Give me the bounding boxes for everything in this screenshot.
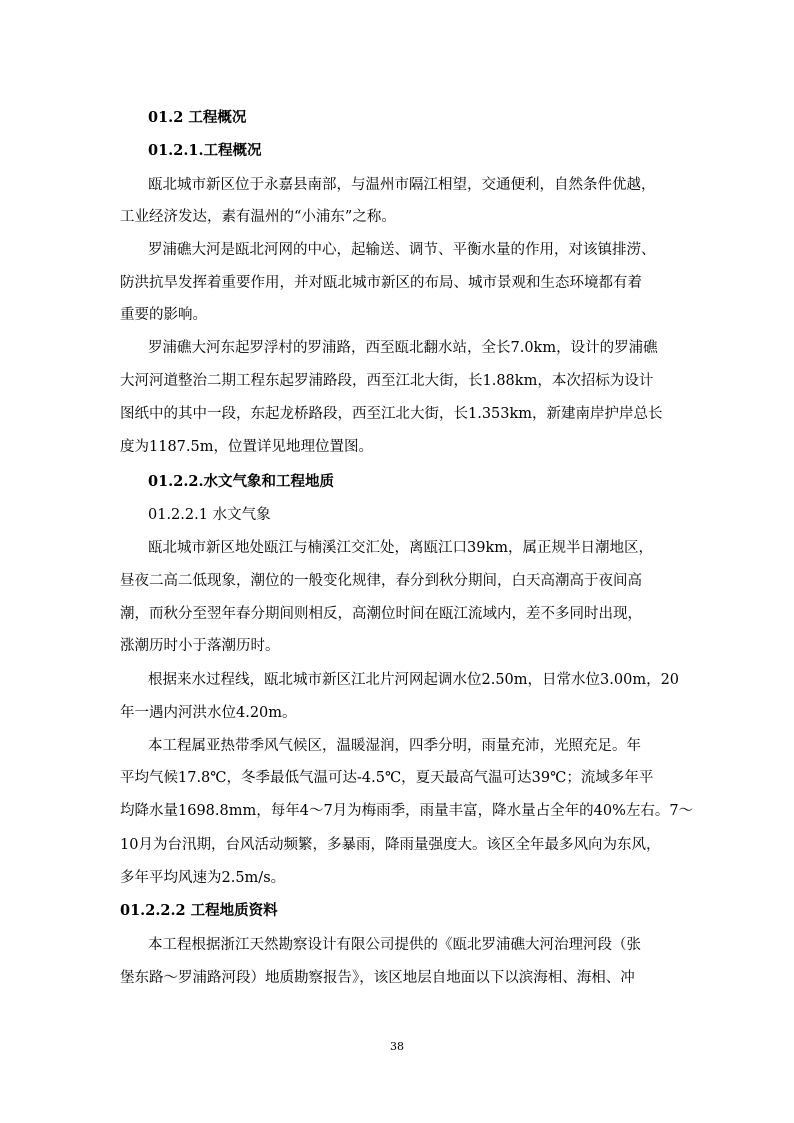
paragraph-line: 年一遇内河洪水位4.20m。 — [120, 705, 297, 721]
paragraph-line: 堡东路～罗浦路河段）地质勘察报告》，该区地层自地面以下以滨海相、海相、冲 — [120, 970, 635, 986]
paragraph-line: 图纸中的其中一段，东起龙桥路段，西至江北大街，长1.353km，新建南岸护岸总长 — [120, 406, 663, 422]
paragraph-line: 潮，而秋分至翌年春分期间则相反，高潮位时间在瓯江流域内，差不多同时出现， — [120, 606, 642, 622]
paragraph-line: 均降水量1698.8mm，每年4～7月为梅雨季，雨量丰富，降水量占全年的40%左右。7～ — [120, 803, 694, 819]
paragraph-line: 大河河道整治二期工程东起罗浦路段，西至江北大街，长1.88km，本次招标为设计 — [120, 373, 654, 389]
page-number: 38 — [390, 1040, 404, 1053]
paragraph-line: 罗浦礁大河是瓯北河网的中心，起输送、调节、平衡水量的作用，对该镇排涝、 — [148, 242, 656, 258]
paragraph-line: 涨潮历时小于落潮历时。 — [120, 638, 280, 654]
paragraph-line: 罗浦礁大河东起罗浮村的罗浦路，西至瓯北翻水站，全长7.0km，设计的罗浦礁 — [148, 340, 658, 356]
subsection-heading: 01.2.2.水文气象和工程地质 — [148, 473, 334, 490]
subsubsection-heading: 01.2.2.2 工程地质资料 — [120, 902, 278, 919]
subsubsection-heading: 01.2.2.1 水文气象 — [148, 507, 271, 523]
paragraph-line: 瓯北城市新区位于永嘉县南部，与温州市隔江相望，交通便利，自然条件优越， — [148, 177, 656, 193]
paragraph-line: 昼夜二高二低现象，潮位的一般变化规律，春分到秋分期间，白天高潮高于夜间高 — [120, 573, 642, 589]
paragraph-line: 重要的影响。 — [120, 307, 207, 323]
paragraph-line: 平均气候17.8℃，冬季最低气温可达-4.5℃，夏天最高气温可达39℃；流域多年平 — [120, 770, 654, 786]
paragraph-line: 度为1187.5m，位置详见地理位置图。 — [120, 439, 373, 455]
section-heading: 01.2 工程概况 — [148, 109, 247, 126]
paragraph-line: 多年平均风速为2.5m/s。 — [120, 870, 286, 886]
paragraph-line: 10月为台汛期，台风活动频繁，多暴雨，降雨量强度大。该区全年最多风向为东风， — [120, 837, 661, 853]
paragraph-line: 工业经济发达，素有温州的“小浦东”之称。 — [120, 209, 396, 225]
paragraph-line: 根据来水过程线，瓯北城市新区江北片河网起调水位2.50m，日常水位3.00m，20 — [148, 672, 680, 688]
paragraph-line: 本工程属亚热带季风气候区，温暖湿润，四季分明，雨量充沛，光照充足。年 — [148, 738, 641, 754]
paragraph-line: 本工程根据浙江天然勘察设计有限公司提供的《瓯北罗浦礁大河治理河段（张 — [148, 937, 641, 953]
paragraph-line: 防洪抗旱发挥着重要作用，并对瓯北城市新区的布局、城市景观和生态环境都有着 — [120, 275, 642, 291]
paragraph-line: 瓯北城市新区地处瓯江与楠溪江交汇处，离瓯江口39km，属正规半日潮地区， — [148, 540, 653, 556]
subsection-heading: 01.2.1.工程概况 — [148, 142, 262, 159]
